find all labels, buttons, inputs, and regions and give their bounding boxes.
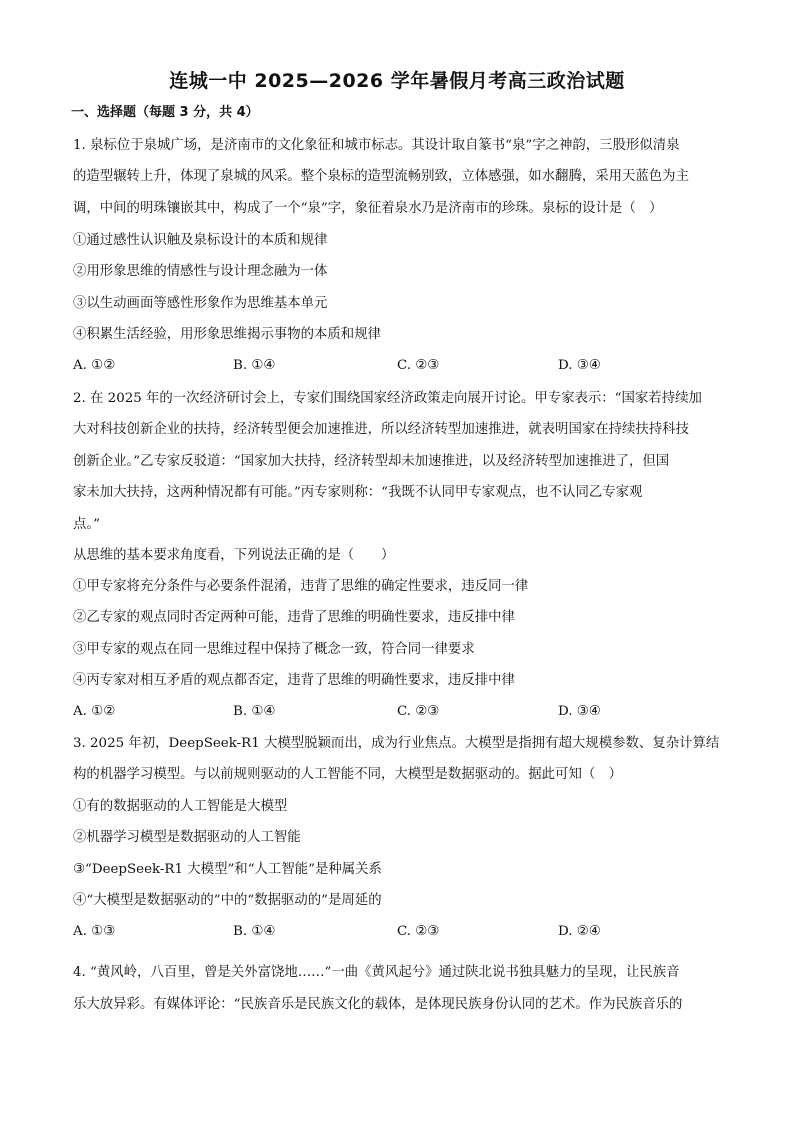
q2-item: ②乙专家的观点同时否定两种可能，违背了思维的明确性要求，违反排中律 (73, 610, 515, 625)
q1-item: ②用形象思维的情感性与设计理念融为一体 (73, 264, 328, 279)
q1-item: ①通过感性认识触及泉标设计的本质和规律 (73, 233, 328, 248)
q4-stem-line: 4. “黄风岭，八百里，曾是关外富饶地……”一曲《黄风起兮》通过陕北说书独具魅力的呈现，让民族音 (73, 965, 680, 980)
q1-option-b: B. ①④ (233, 358, 276, 373)
q2-stem-line: 大对科技创新企业的扶持，经济转型便会加速推进，所以经济转型加速推进，就表明国家在持续扶持科技 (73, 422, 689, 437)
q1-item: ③以生动画面等感性形象作为思维基本单元 (73, 296, 328, 311)
q2-option-c: C. ②③ (397, 704, 440, 719)
q2-item: ③甲专家的观点在同一思维过程中保持了概念一致，符合同一律要求 (73, 642, 475, 657)
q2-option-b: B. ①④ (233, 704, 276, 719)
q3-stem-line: 3. 2025 年初，DeepSeek-R1 大模型脱颖而出，成为行业焦点。大模型是指拥有超大规模参数、复杂计算结 (73, 736, 720, 751)
q2-option-d: D. ③④ (558, 704, 601, 719)
q3-item: ④“大模型是数据驱动的”中的“数据驱动的”是周延的 (73, 893, 382, 908)
q3-option-c: C. ②③ (397, 924, 440, 939)
q3-option-a: A. ①③ (73, 924, 116, 939)
section-heading: 一、选择题（每题 3 分，共 4） (71, 105, 259, 120)
q1-option-a: A. ①② (73, 358, 116, 373)
q1-option-c: C. ②③ (397, 358, 440, 373)
q3-option-d: D. ②④ (558, 924, 601, 939)
exam-title: 连城一中 2025—2026 学年暑假月考高三政治试题 (169, 70, 625, 92)
q3-item: ①有的数据驱动的人工智能是大模型 (73, 799, 288, 814)
q1-item: ④积累生活经验，用形象思维揭示事物的本质和规律 (73, 327, 381, 342)
q1-options (73, 357, 733, 375)
q2-item: ①甲专家将充分条件与必要条件混淆，违背了思维的确定性要求，违反同一律 (73, 579, 529, 594)
q3-stem-line: 构的机器学习模型。与以前规则驱动的人工智能不同，大模型是数据驱动的。据此可知（ ） (73, 767, 623, 782)
q3-options (73, 923, 733, 941)
q2-question: 从思维的基本要求角度看，下列说法正确的是（ ） (73, 548, 395, 563)
q2-option-a: A. ①② (73, 704, 116, 719)
q2-stem-line: 家未加大扶持，这两种情况都有可能。”丙专家则称：“我既不认同甲专家观点，也不认同乙专家观 (73, 485, 643, 500)
q3-option-b: B. ①④ (233, 924, 276, 939)
q2-stem-line: 2. 在 2025 年的一次经济研讨会上，专家们围绕国家经济政策走向展开讨论。甲专家表示：“国家若持续加 (73, 391, 702, 406)
q1-stem-line: 的造型辗转上升，体现了泉城的风采。整个泉标的造型流畅别致，立体感强，如水翻腾，采用天蓝色为主 (73, 169, 689, 184)
q2-options (73, 703, 733, 721)
q2-stem-line: 点。” (73, 517, 100, 532)
q2-item: ④丙专家对相互矛盾的观点都否定，违背了思维的明确性要求，违反排中律 (73, 673, 515, 688)
q2-stem-line: 创新企业。”乙专家反驳道：“国家加大扶持，经济转型却未加速推进，以及经济转型加速推进了，但国 (73, 454, 670, 469)
q3-item: ②机器学习模型是数据驱动的人工智能 (73, 830, 301, 845)
q3-item: ③“DeepSeek-R1 大模型”和“人工智能”是种属关系 (73, 862, 382, 877)
q1-stem-line: 调，中间的明珠镶嵌其中，构成了一个“泉”字，象征着泉水乃是济南市的珍珠。泉标的设计是（ ） (73, 201, 663, 216)
q1-option-d: D. ③④ (558, 358, 601, 373)
q4-stem-line: 乐大放异彩。有媒体评论：“民族音乐是民族文化的载体，是体现民族身份认同的艺术。作为民族音乐的 (73, 997, 683, 1012)
q1-stem-line: 1. 泉标位于泉城广场，是济南市的文化象征和城市标志。其设计取自篆书“泉”字之神韵，三股形似清泉 (73, 138, 680, 153)
